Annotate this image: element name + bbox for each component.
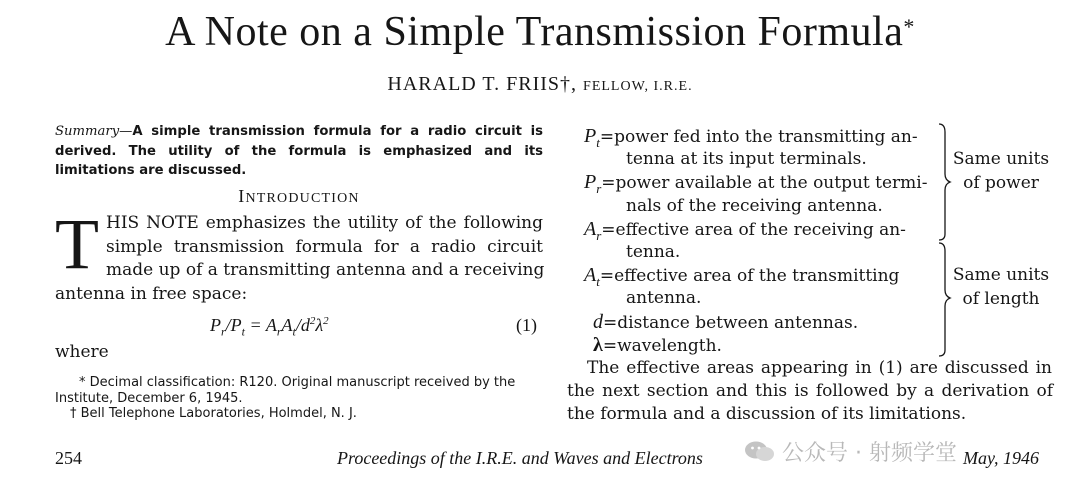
publication-date: May, 1946 xyxy=(963,448,1039,468)
brace-label-line: of power xyxy=(963,172,1039,193)
wechat-logo-icon xyxy=(744,440,776,462)
symbol: $A_t$ xyxy=(584,264,600,289)
brace-label-line: of length xyxy=(962,288,1040,309)
symbol: λ xyxy=(593,334,603,356)
brace-label-power xyxy=(946,148,1056,195)
footnote-decimal-classification: * Decimal classification: R120. Original manuscript received by the Institute, December 6, 1945. xyxy=(55,375,516,406)
watermark-text: 公众号 · 射频学堂 xyxy=(782,441,957,466)
intro-paragraph-line: simple transmission formula for a radio circuit xyxy=(106,237,543,257)
definition-at-cont: antenna. xyxy=(626,288,702,308)
definition-text: =effective area of the transmitting xyxy=(599,266,900,286)
title-footnote-mark: * xyxy=(903,14,915,39)
definition-lambda xyxy=(593,334,722,359)
paper-title xyxy=(0,8,1080,56)
author-line: HARALD T. FRIIS†, FELLOW, I.R.E. xyxy=(387,73,693,95)
definition-ar-cont: tenna. xyxy=(626,242,681,262)
where-label: where xyxy=(55,342,109,362)
transmission-equation: $P_r/P_t = A_rA_t/d^2\lambda^2$ xyxy=(210,315,329,339)
intro-paragraph-line: HIS NOTE emphasizes the utility of the following xyxy=(106,213,543,233)
definition-pt-cont: tenna at its input terminals. xyxy=(626,149,867,169)
symbol: $P_r$ xyxy=(584,171,602,196)
heading-initial: I xyxy=(238,186,246,206)
symbol: $P_t$ xyxy=(584,125,600,150)
summary-text: A simple transmission formula for a radio circuit is derived. The utility of the formula is emphasized and its limitations are discussed. xyxy=(55,124,543,179)
section-heading-introduction xyxy=(55,186,543,207)
brace-label-line: Same units xyxy=(952,265,1050,285)
heading-rest: NTRODUCTION xyxy=(245,191,360,206)
definition-text: =wavelength. xyxy=(602,336,722,356)
equation-number: (1) xyxy=(516,315,537,335)
author-name: HARALD T. FRIIS xyxy=(387,73,561,95)
closing-paragraph-line: The effective areas appearing in (1) are discussed in xyxy=(587,358,1052,378)
definition-text: =distance between antennas. xyxy=(603,313,859,333)
symbol: d xyxy=(593,311,603,333)
closing-paragraph-line: the formula and a discussion of its limitations. xyxy=(567,404,967,424)
definition-text: =power available at the output termi- xyxy=(601,173,928,193)
journal-name: Proceedings of the I.R.E. and Waves and Electrons xyxy=(337,448,703,468)
brace-label-line: Same units xyxy=(952,149,1050,169)
summary xyxy=(55,122,543,181)
symbol: $A_r$ xyxy=(584,218,602,243)
brace-label-length xyxy=(946,264,1056,311)
intro-paragraph-line: made up of a transmitting antenna and a receiving xyxy=(106,260,545,280)
intro-paragraph-line: antenna in free space: xyxy=(55,284,248,304)
footnote-affiliation: † Bell Telephone Laboratories, Holmdel, N. J. xyxy=(70,406,357,421)
page-number: 254 xyxy=(55,448,82,468)
drop-cap: T xyxy=(55,204,99,284)
definition-text: =power fed into the transmitting an- xyxy=(599,127,918,147)
closing-paragraph-line: the next section and this is followed by a derivation of xyxy=(567,381,1053,401)
author-footnote-mark: † xyxy=(560,73,572,95)
definition-text: =effective area of the receiving an- xyxy=(601,220,906,240)
summary-lead: Summary— xyxy=(55,124,133,139)
definition-pr-cont: nals of the receiving antenna. xyxy=(626,196,883,216)
paper-title-text: A Note on a Simple Transmission Formula xyxy=(165,9,904,55)
author-rank: FELLOW, I.R.E. xyxy=(583,79,693,94)
definition-d xyxy=(593,311,858,336)
